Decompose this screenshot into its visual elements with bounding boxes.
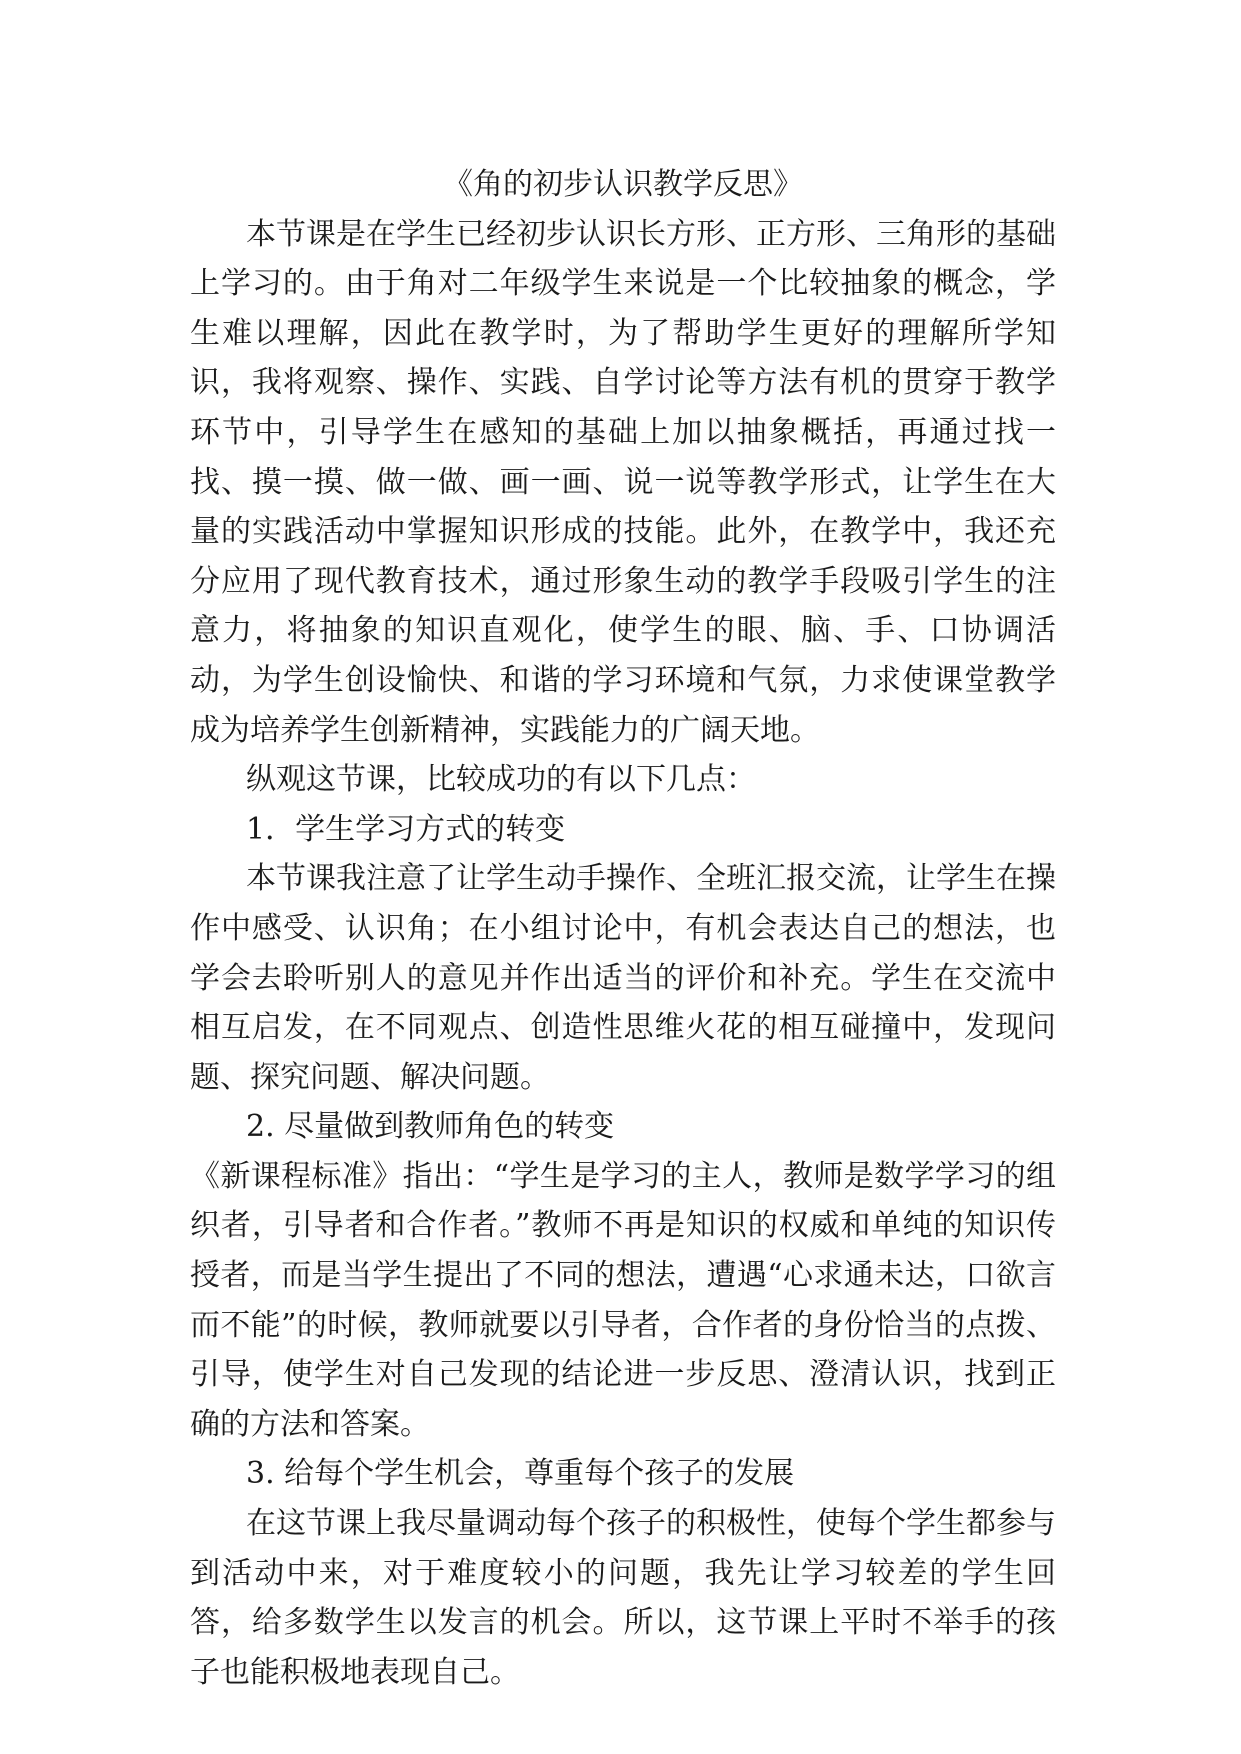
intro-paragraph: 本节课是在学生已经初步认识长方形、正方形、三角形的基础上学习的。由于角对二年级学生来说是一个比较抽象的概念，学生难以理解，因此在教学时，为了帮助学生更好的理解所学知识，我将观察、操作、实践、自学讨论等方法有机的贯穿于教学环节中，引导学生在感知的基础上加以抽象概括，再通过找一找、摸一摸、做一做、画一画、说一说等教学形式，让学生在大量的实践活动中掌握知识形成的技能。此外，在教学中，我还充分应用了现代教育技术，通过形象生动的教学手段吸引学生的注意力，将抽象的知识直观化，使学生的眼、脑、手、口协调活动，为学生创设愉快、和谐的学习环境和气氛，力求使课堂教学成为培养学生创新精神，实践能力的广阔天地。	[190, 216, 1056, 748]
section-heading-3: 3. 给每个学生机会，尊重每个孩子的发展	[246, 1456, 795, 1492]
section-body-2: 《新课程标准》指出：“学生是学习的主人，教师是数学学习的组织者，引导者和合作者。”教师不再是知识的权威和单纯的知识传授者，而是当学生提出了不同的想法，遭遇“心求通未达，口欲言而不能”的时候，教师就要以引导者，合作者的身份恰当的点拨、引导，使学生对自己发现的结论进一步反思、澄清认识，找到正确的方法和答案。	[190, 1158, 1056, 1442]
section-heading-1: 1．学生学习方式的转变	[246, 811, 566, 847]
section-body-3: 在这节课上我尽量调动每个孩子的积极性，使每个学生都参与到活动中来，对于难度较小的问题，我先让学习较差的学生回答，给多数学生以发言的机会。所以，这节课上平时不举手的孩子也能积极地表现自己。	[190, 1506, 1056, 1690]
document-title: 《角的初步认识教学反思》	[443, 167, 803, 202]
section-heading-2: 2. 尽量做到教师角色的转变	[246, 1109, 615, 1145]
section-body-1: 本节课我注意了让学生动手操作、全班汇报交流，让学生在操作中感受、认识角；在小组讨论中，有机会表达自己的想法，也学会去聆听别人的意见并作出适当的评价和补充。学生在交流中相互启发，在不同观点、创造性思维火花的相互碰撞中，发现问题、探究问题、解决问题。	[190, 861, 1056, 1095]
summary-paragraph: 纵观这节课，比较成功的有以下几点：	[246, 762, 756, 798]
document-body	[190, 160, 1056, 1697]
